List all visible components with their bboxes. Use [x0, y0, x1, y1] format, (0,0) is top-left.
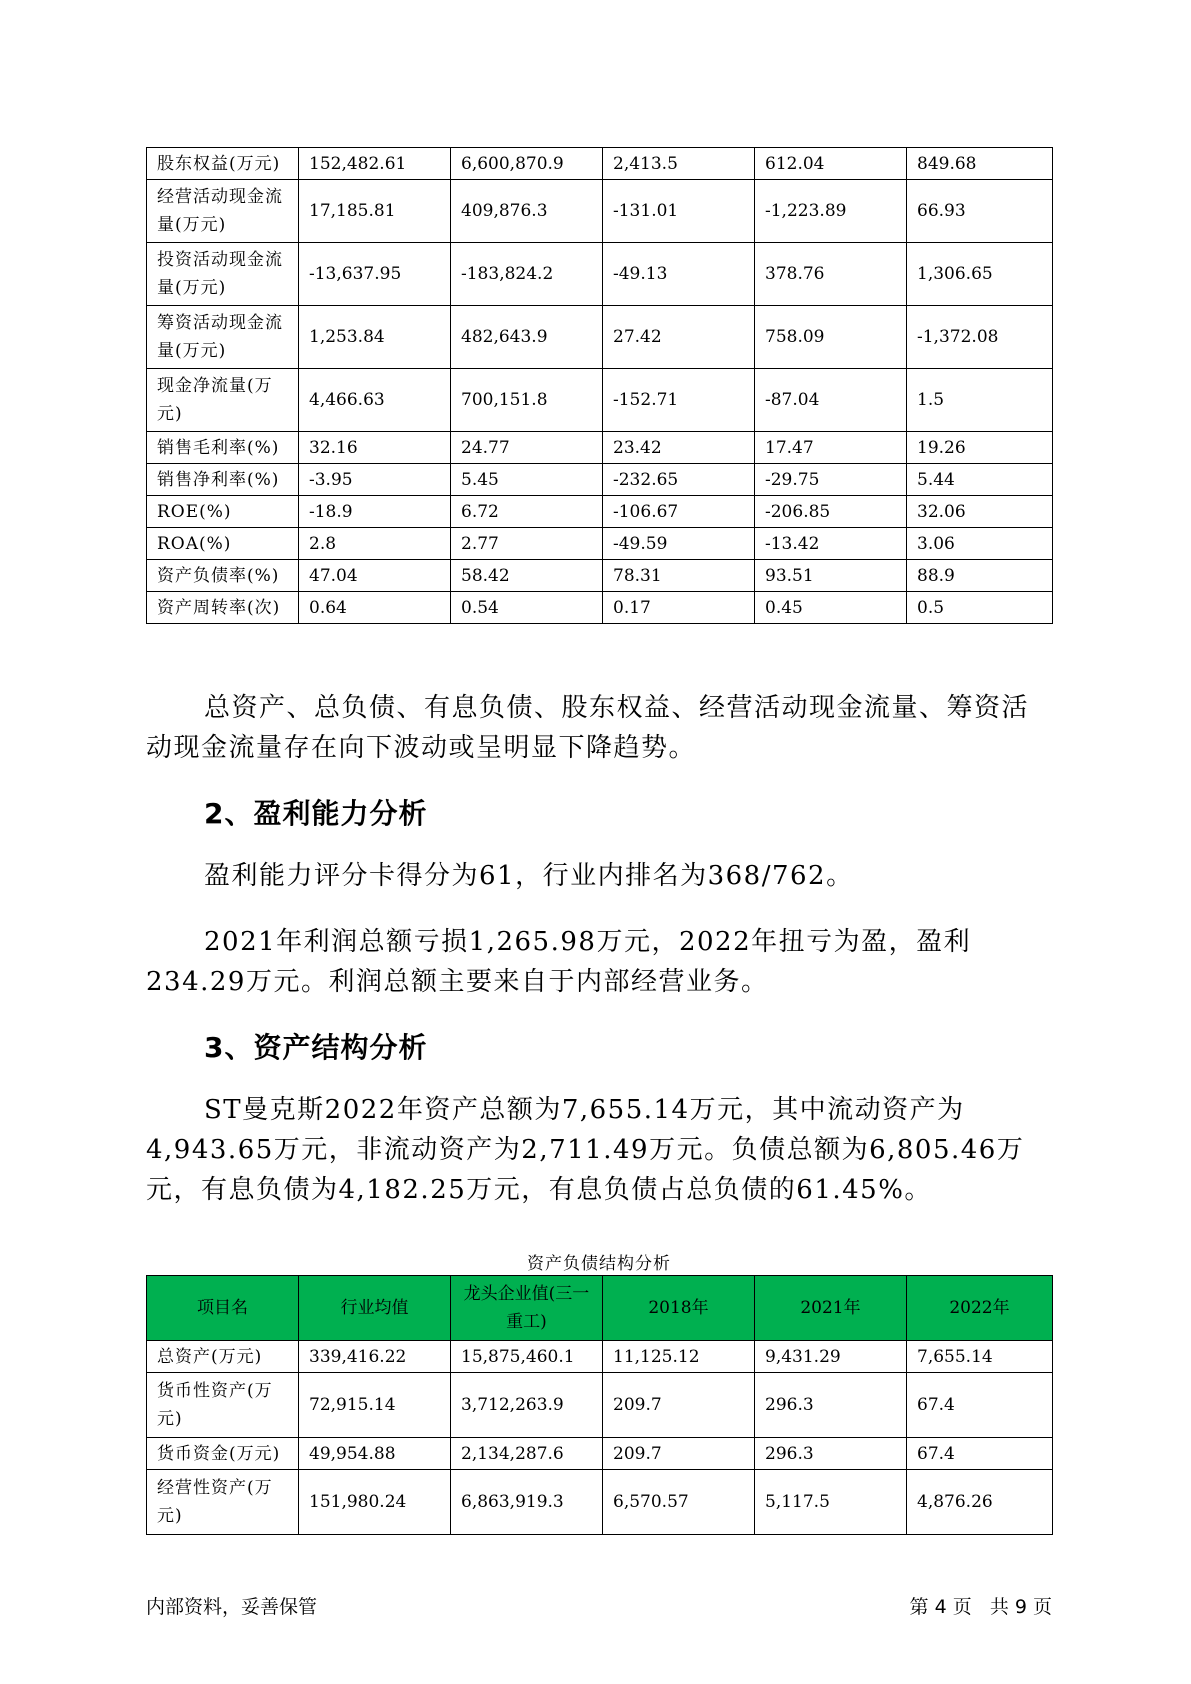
table-caption: 资产负债结构分析	[527, 1254, 671, 1274]
value-cell: 409,876.3	[451, 180, 603, 243]
column-header: 项目名	[147, 1276, 299, 1341]
value-cell: -152.71	[603, 369, 755, 432]
row-label-cell: 经营性资产(万元)	[147, 1470, 299, 1535]
row-label-cell: 销售毛利率(%)	[147, 432, 299, 464]
value-cell: 27.42	[603, 306, 755, 369]
row-label-cell: 经营活动现金流量(万元)	[147, 180, 299, 243]
table-row	[147, 1373, 1053, 1438]
row-label-cell: 销售净利率(%)	[147, 464, 299, 496]
table-row	[147, 1438, 1053, 1470]
value-cell: 151,980.24	[299, 1470, 451, 1535]
row-label-cell: 货币性资产(万元)	[147, 1373, 299, 1438]
row-label-cell: ROE(%)	[147, 496, 299, 528]
footer-confidential-note: 内部资料，妥善保管	[146, 1596, 318, 1618]
value-cell: 78.31	[603, 560, 755, 592]
value-cell: -1,223.89	[755, 180, 907, 243]
table-row	[147, 560, 1053, 592]
value-cell: 19.26	[907, 432, 1053, 464]
table-row	[147, 180, 1053, 243]
value-cell: -3.95	[299, 464, 451, 496]
value-cell: 849.68	[907, 148, 1053, 180]
table-row	[147, 369, 1053, 432]
paragraph-profit-score: 盈利能力评分卡得分为61，行业内排名为368/762。	[204, 861, 854, 891]
financial-indicator-table	[146, 147, 1053, 624]
value-cell: 4,876.26	[907, 1470, 1053, 1535]
column-header: 2018年	[603, 1276, 755, 1341]
value-cell: 2.77	[451, 528, 603, 560]
value-cell: 88.9	[907, 560, 1053, 592]
value-cell: 378.76	[755, 243, 907, 306]
footer-page-number: 第 4 页 共 9 页	[909, 1596, 1052, 1618]
row-label-cell: 货币资金(万元)	[147, 1438, 299, 1470]
value-cell: 15,875,460.1	[451, 1341, 603, 1373]
table-header-row	[147, 1276, 1053, 1341]
column-header: 2021年	[755, 1276, 907, 1341]
column-header: 2022年	[907, 1276, 1053, 1341]
value-cell: -131.01	[603, 180, 755, 243]
value-cell: 93.51	[755, 560, 907, 592]
table-row	[147, 1470, 1053, 1535]
value-cell: 296.3	[755, 1438, 907, 1470]
value-cell: 72,915.14	[299, 1373, 451, 1438]
value-cell: -1,372.08	[907, 306, 1053, 369]
value-cell: 17.47	[755, 432, 907, 464]
value-cell: 152,482.61	[299, 148, 451, 180]
value-cell: -183,824.2	[451, 243, 603, 306]
paragraph-profit-total: 2021年利润总额亏损1,265.98万元，2022年扭亏为盈，盈利234.29万元。利润总额主要来自于内部经营业务。	[146, 927, 972, 997]
value-cell: 47.04	[299, 560, 451, 592]
value-cell: 5.44	[907, 464, 1053, 496]
row-label-cell: ROA(%)	[147, 528, 299, 560]
value-cell: 296.3	[755, 1373, 907, 1438]
value-cell: 58.42	[451, 560, 603, 592]
value-cell: 24.77	[451, 432, 603, 464]
value-cell: 2,134,287.6	[451, 1438, 603, 1470]
table-row	[147, 1341, 1053, 1373]
value-cell: 758.09	[755, 306, 907, 369]
heading-asset-structure: 3、资产结构分析	[204, 1031, 428, 1064]
table-row	[147, 464, 1053, 496]
value-cell: -49.59	[603, 528, 755, 560]
value-cell: 67.4	[907, 1373, 1053, 1438]
value-cell: -13,637.95	[299, 243, 451, 306]
value-cell: -49.13	[603, 243, 755, 306]
value-cell: -87.04	[755, 369, 907, 432]
value-cell: 0.54	[451, 592, 603, 624]
value-cell: 482,643.9	[451, 306, 603, 369]
value-cell: 1.5	[907, 369, 1053, 432]
row-label-cell: 现金净流量(万元)	[147, 369, 299, 432]
value-cell: 0.64	[299, 592, 451, 624]
value-cell: 49,954.88	[299, 1438, 451, 1470]
value-cell: 1,253.84	[299, 306, 451, 369]
table-row	[147, 432, 1053, 464]
value-cell: -13.42	[755, 528, 907, 560]
value-cell: 5,117.5	[755, 1470, 907, 1535]
value-cell: 17,185.81	[299, 180, 451, 243]
value-cell: 23.42	[603, 432, 755, 464]
row-label-cell: 筹资活动现金流量(万元)	[147, 306, 299, 369]
value-cell: 339,416.22	[299, 1341, 451, 1373]
value-cell: 0.17	[603, 592, 755, 624]
value-cell: 2,413.5	[603, 148, 755, 180]
paragraph-trend-summary: 总资产、总负债、有息负债、股东权益、经营活动现金流量、筹资活动现金流量存在向下波动或呈明显下降趋势。	[146, 693, 1030, 763]
row-label-cell: 资产周转率(次)	[147, 592, 299, 624]
table-row	[147, 243, 1053, 306]
value-cell: -29.75	[755, 464, 907, 496]
value-cell: 32.16	[299, 432, 451, 464]
value-cell: 209.7	[603, 1373, 755, 1438]
value-cell: 5.45	[451, 464, 603, 496]
value-cell: 209.7	[603, 1438, 755, 1470]
value-cell: 6,600,870.9	[451, 148, 603, 180]
value-cell: 700,151.8	[451, 369, 603, 432]
row-label-cell: 总资产(万元)	[147, 1341, 299, 1373]
value-cell: 7,655.14	[907, 1341, 1053, 1373]
value-cell: 3,712,263.9	[451, 1373, 603, 1438]
value-cell: 1,306.65	[907, 243, 1053, 306]
value-cell: 4,466.63	[299, 369, 451, 432]
row-label-cell: 股东权益(万元)	[147, 148, 299, 180]
value-cell: 66.93	[907, 180, 1053, 243]
value-cell: -106.67	[603, 496, 755, 528]
column-header: 行业均值	[299, 1276, 451, 1341]
paragraph-asset-structure: ST曼克斯2022年资产总额为7,655.14万元，其中流动资产为4,943.65万元，非流动资产为2,711.49万元。负债总额为6,805.46万元，有息负债为4,182.25万元，有息负债占总负债的61.45%。	[146, 1095, 1025, 1205]
value-cell: 67.4	[907, 1438, 1053, 1470]
table-row	[147, 306, 1053, 369]
table-row	[147, 528, 1053, 560]
row-label-cell: 资产负债率(%)	[147, 560, 299, 592]
value-cell: 11,125.12	[603, 1341, 755, 1373]
value-cell: 32.06	[907, 496, 1053, 528]
heading-profitability: 2、盈利能力分析	[204, 797, 428, 830]
value-cell: 6,863,919.3	[451, 1470, 603, 1535]
value-cell: 612.04	[755, 148, 907, 180]
value-cell: -232.65	[603, 464, 755, 496]
table-row	[147, 496, 1053, 528]
table-row	[147, 148, 1053, 180]
value-cell: -206.85	[755, 496, 907, 528]
value-cell: -18.9	[299, 496, 451, 528]
value-cell: 3.06	[907, 528, 1053, 560]
value-cell: 6.72	[451, 496, 603, 528]
value-cell: 0.5	[907, 592, 1053, 624]
table-row	[147, 592, 1053, 624]
value-cell: 0.45	[755, 592, 907, 624]
row-label-cell: 投资活动现金流量(万元)	[147, 243, 299, 306]
column-header: 龙头企业值(三一重工)	[451, 1276, 603, 1341]
asset-liability-structure-table	[146, 1275, 1053, 1535]
value-cell: 6,570.57	[603, 1470, 755, 1535]
value-cell: 9,431.29	[755, 1341, 907, 1373]
value-cell: 2.8	[299, 528, 451, 560]
